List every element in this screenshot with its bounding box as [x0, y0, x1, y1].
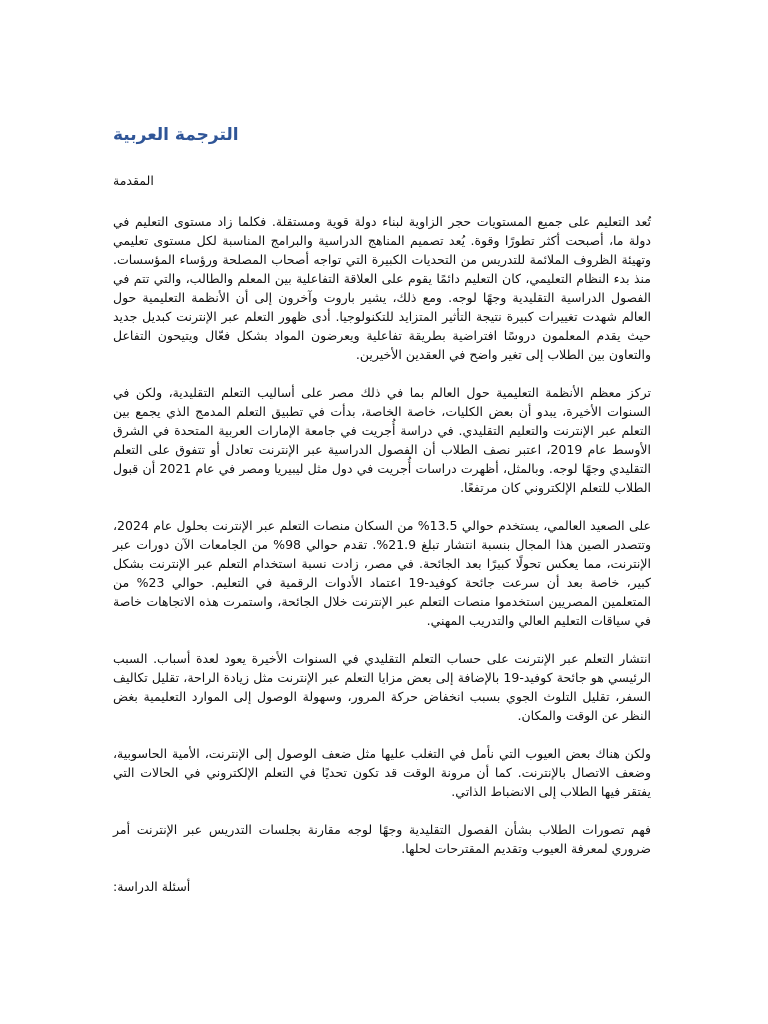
intro-heading: المقدمة: [113, 173, 154, 188]
paragraph: فهم تصورات الطلاب بشأن الفصول التقليدية وجهًا لوجه مقارنة بجلسات التدريس عبر الإنترنت أمر ضروري لمعرفة العيوب وتقديم المقترحات لحلها.: [113, 822, 651, 856]
paragraph: تُعد التعليم على جميع المستويات حجر الزاوية لبناء دولة قوية ومستقلة. فكلما زاد مستوى التعليم في دولة ما، أصبحت أكثر تطورًا وقوة. يُعد تصميم المناهج الدراسية والبرامج المناسبة لكل مستوى تعليمي وتهيئة الظروف الملائمة للتدريس من التحديات الكبيرة التي تواجه أصحاب المصلحة ورؤساء المؤسسات. منذ بدء النظام التعليمي، كان التعليم دائمًا يقوم على العلاقة التفاعلية بين المعلم والطالب، والتي تتم في الفصول الدراسية التقليدية وجهًا لوجه. ومع ذلك، يشير باروت وآخرون إلى أن الأنظمة التعليمية حول العالم شهدت تغييرات كبيرة نتيجة التأثير المتزايد للتكنولوجيا. أدى ظهور التعلم عبر الإنترنت كبديل جديد حيث يقدم المعلمون دروسًا افتراضية بطريقة تفاعلية ويعرضون المواد بشكل فعّال ويتيحون التفاعل والتعاون بين الطلاب إلى تغير واضح في العقدين الأخيرين.: [113, 214, 651, 362]
document-title: الترجمة العربية: [113, 125, 239, 145]
paragraph: على الصعيد العالمي، يستخدم حوالي 13.5% من السكان منصات التعلم عبر الإنترنت بحلول عام 2024، وتتصدر الصين هذا المجال بنسبة انتشار تبلغ 21.9%. تقدم حوالي 98% من الجامعات الآن دورات عبر الإنترنت، مما يعكس تحولًا كبيرًا بعد الجائحة. في مصر، زادت نسبة استخدام التعلم عبر الإنترنت بشكل كبير، خاصة بعد أن سرعت جائحة كوفيد-19 اعتماد الأدوات الرقمية في التعليم. حوالي 23% من المتعلمين المصريين استخدموا منصات التعلم عبر الإنترنت خلال الجائحة، واستمرت هذه الاتجاهات خاصة في سياقات التعليم العالي والتدريب المهني.: [113, 518, 652, 628]
study-questions-heading: أسئلة الدراسة:: [113, 879, 191, 894]
paragraph: ولكن هناك بعض العيوب التي نأمل في التغلب عليها مثل ضعف الوصول إلى الإنترنت، الأمية الحاسوبية، وضعف الاتصال بالإنترنت. كما أن مرونة الوقت قد تكون تحديًا في التعلم الإلكتروني في الحالات التي يفتقر فيها الطلاب إلى الانضباط الذاتي.: [113, 746, 651, 799]
paragraph: تركز معظم الأنظمة التعليمية حول العالم بما في ذلك مصر على أساليب التعلم التقليدية، ولكن في السنوات الأخيرة، يبدو أن بعض الكليات، خاصة الخاصة، بدأت في تطبيق التعلم المدمج الذي يجمع بين التعلم عبر الإنترنت والتعليم التقليدي. في دراسة أُجريت في جامعة الإمارات العربية المتحدة في الشرق الأوسط عام 2019، اعتبر نصف الطلاب أن الفصول الدراسية عبر الإنترنت تعادل أو تتفوق على التعلم التقليدي وجهًا لوجه. وبالمثل، أظهرت دراسات أُجريت في دول مثل ليبيريا ومصر في عام 2021 أن قبول الطلاب للتعلم الإلكتروني كان مرتفعًا.: [113, 385, 651, 495]
document-page: [113, 118, 651, 896]
paragraph: انتشار التعلم عبر الإنترنت على حساب التعلم التقليدي في السنوات الأخيرة يعود لعدة أسباب. السبب الرئيسي هو جائحة كوفيد-19 بالإضافة إلى بعض مزايا التعلم عبر الإنترنت مثل زيادة الراحة، تقليل تكاليف السفر، تقليل التلوث الجوي بسبب انخفاض حركة المرور، وسهولة الوصول إلى الموارد التعليمية بغض النظر عن الوقت والمكان.: [113, 651, 652, 723]
